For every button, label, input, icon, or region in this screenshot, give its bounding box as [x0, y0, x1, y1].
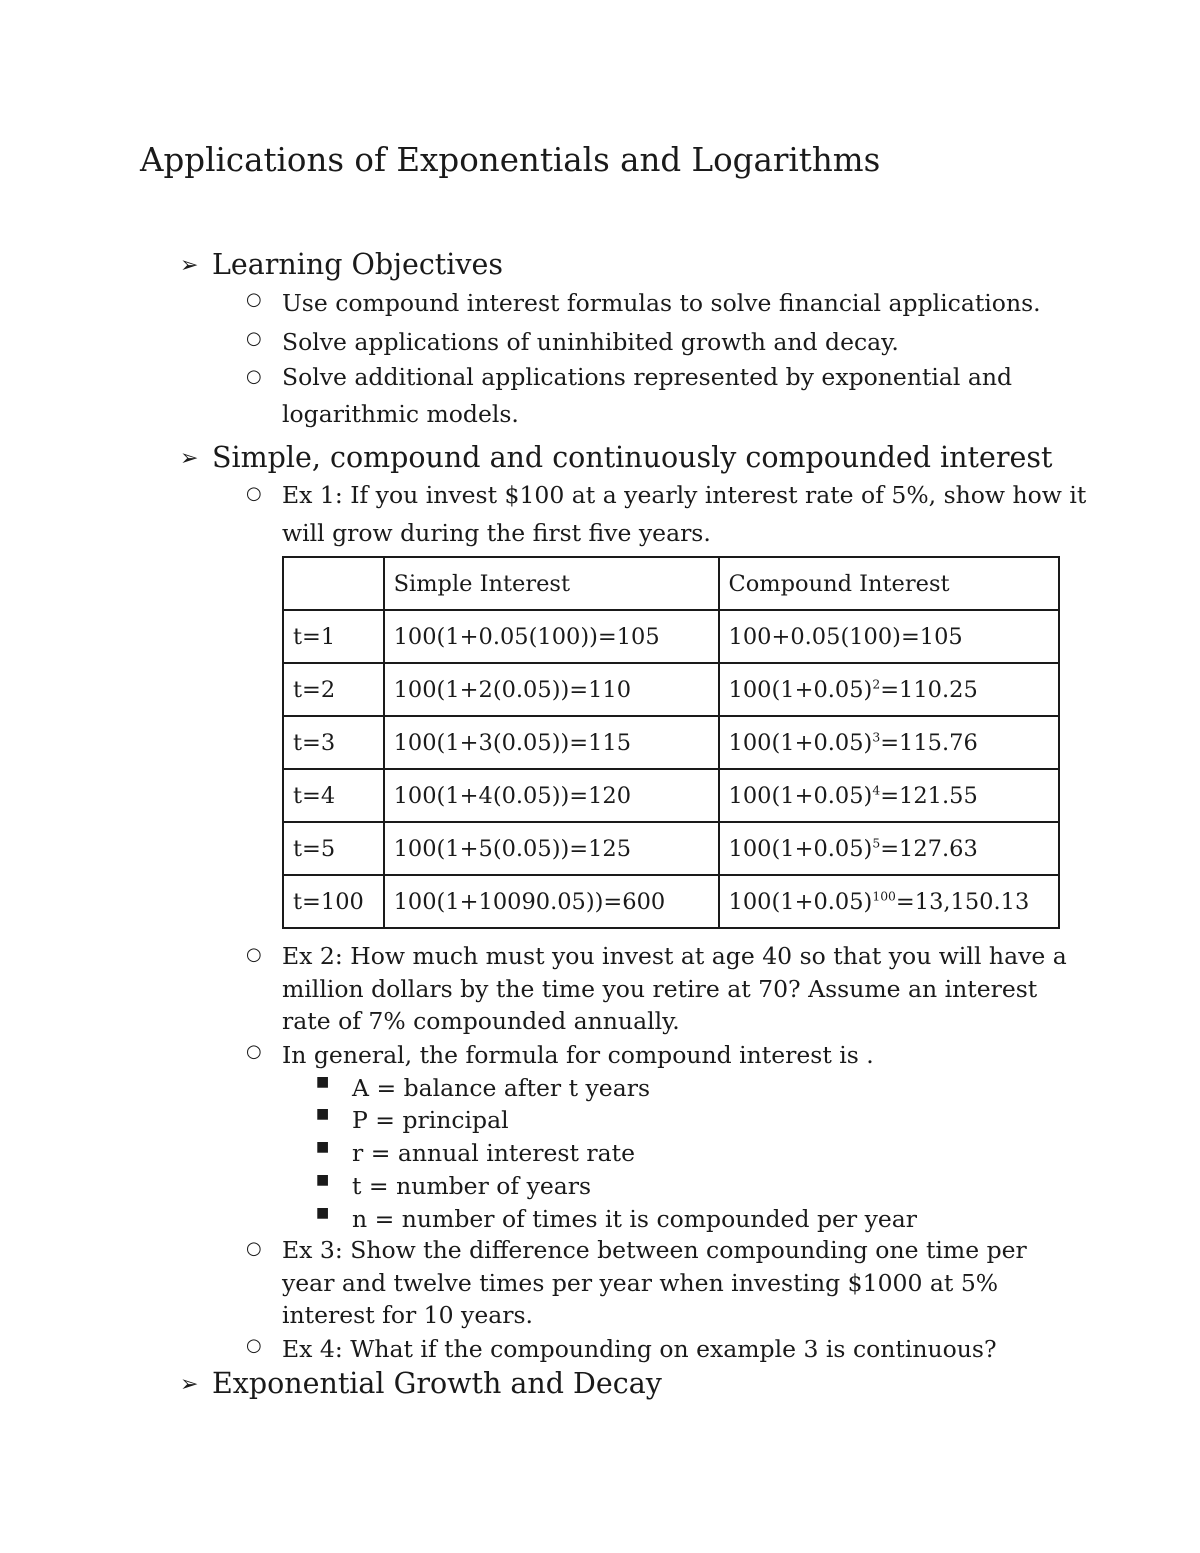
variable-text: P = principal: [352, 1106, 509, 1134]
table-cell-t: t=3: [283, 716, 384, 769]
arrow-bullet-icon: ➢: [180, 253, 199, 278]
variable-text: r = annual interest rate: [352, 1139, 635, 1167]
circle-bullet-icon: ○: [246, 1041, 262, 1062]
table-cell-t: t=1: [283, 610, 384, 663]
square-bullet-icon: ■: [316, 1205, 330, 1221]
section-heading-text: Simple, compound and continuously compounded interest: [212, 441, 1053, 474]
table-cell-t: t=2: [283, 663, 384, 716]
table-row: [283, 610, 1059, 663]
variable-text: n = number of times it is compounded per year: [352, 1205, 918, 1233]
table-cell-simple: 100(1+0.05(100))=105: [384, 610, 719, 663]
table-cell-t: t=5: [283, 822, 384, 875]
circle-bullet-icon: ○: [246, 366, 262, 387]
list-item-text: year and twelve times per year when investing $1000 at 5%: [282, 1268, 999, 1297]
table-cell-compound: $100(1+0.05)^{100}=13,150.13$: [719, 875, 1059, 928]
list-item-text: Use compound interest formulas to solve financial applications.: [282, 289, 1041, 317]
list-item-text: logarithmic models.: [282, 400, 519, 428]
arrow-bullet-icon: ➢: [180, 1372, 199, 1397]
list-item-text: Ex 2: How much must you invest at age 40 so that you will have a: [282, 942, 1067, 970]
square-bullet-icon: ■: [316, 1074, 330, 1090]
list-item-text: Solve additional applications represented by exponential and: [282, 363, 1013, 391]
interest-table: [282, 556, 1060, 929]
arrow-bullet-icon: ➢: [180, 446, 199, 471]
table-header-cell: [283, 557, 384, 610]
table-cell-compound: 100+0.05(100)=105: [719, 610, 1059, 663]
section-heading-text: Learning Objectives: [212, 248, 503, 281]
list-item-text: will grow during the first five years.: [282, 519, 711, 547]
list-item-text: Ex 3: Show the difference between compounding one time per: [282, 1236, 1027, 1264]
table-row: [283, 716, 1059, 769]
circle-bullet-icon: ○: [246, 289, 262, 310]
table-row: [283, 875, 1059, 928]
list-item-text: Ex 1: If you invest $100 at a yearly interest rate of 5%, show how it: [282, 481, 1087, 509]
table-cell-compound: $100(1+0.05)^3=115.76$: [719, 716, 1059, 769]
circle-bullet-icon: ○: [246, 944, 262, 965]
square-bullet-icon: ■: [316, 1106, 330, 1122]
table-cell-simple: 100(1+5(0.05))=125: [384, 822, 719, 875]
table-cell-compound: $100(1+0.05)^4=121.55$: [719, 769, 1059, 822]
table-cell-simple: 100(1+3(0.05))=115: [384, 716, 719, 769]
table-cell-simple: 100(1+2(0.05))=110: [384, 663, 719, 716]
table-row: [283, 822, 1059, 875]
list-item-text: million dollars by the time you retire at 70? Assume an interest: [282, 974, 1038, 1003]
list-item-text: interest for 10 years.: [282, 1301, 533, 1329]
table-header-cell: Compound Interest: [719, 557, 1059, 610]
table-cell-t: t=100: [283, 875, 384, 928]
table-cell-compound: $100(1+0.05)^5=127.63$: [719, 822, 1059, 875]
square-bullet-icon: ■: [316, 1139, 330, 1155]
circle-bullet-icon: ○: [246, 483, 262, 504]
section-heading-interest: [180, 441, 1052, 474]
table-header-cell: Simple Interest: [384, 557, 719, 610]
table-cell-simple: 100(1+10090.05))=600: [384, 875, 719, 928]
table-cell-t: t=4: [283, 769, 384, 822]
circle-bullet-icon: ○: [246, 328, 262, 349]
list-item-text: Solve applications of uninhibited growth and decay.: [282, 328, 899, 356]
circle-bullet-icon: ○: [246, 1238, 262, 1259]
variable-text: t = number of years: [352, 1172, 592, 1200]
table-row: [283, 663, 1059, 716]
table-header-row: [283, 557, 1059, 610]
table-cell-simple: 100(1+4(0.05))=120: [384, 769, 719, 822]
page-title: Applications of Exponentials and Logarithms: [140, 141, 881, 179]
list-item-text: rate of 7% compounded annually.: [282, 1007, 680, 1035]
table-row: [283, 769, 1059, 822]
square-bullet-icon: ■: [316, 1172, 330, 1188]
table-cell-compound: $100(1+0.05)^2=110.25$: [719, 663, 1059, 716]
section-heading-text: Exponential Growth and Decay: [212, 1367, 662, 1400]
list-item-text: Ex 4: What if the compounding on example 3 is continuous?: [282, 1335, 997, 1363]
circle-bullet-icon: ○: [246, 1335, 262, 1356]
section-heading-growth-decay: [180, 1367, 662, 1400]
list-item-text: In general, the formula for compound interest is .: [282, 1041, 874, 1069]
variable-text: A = balance after t years: [352, 1074, 651, 1102]
section-heading-learning-objectives: [180, 248, 503, 281]
